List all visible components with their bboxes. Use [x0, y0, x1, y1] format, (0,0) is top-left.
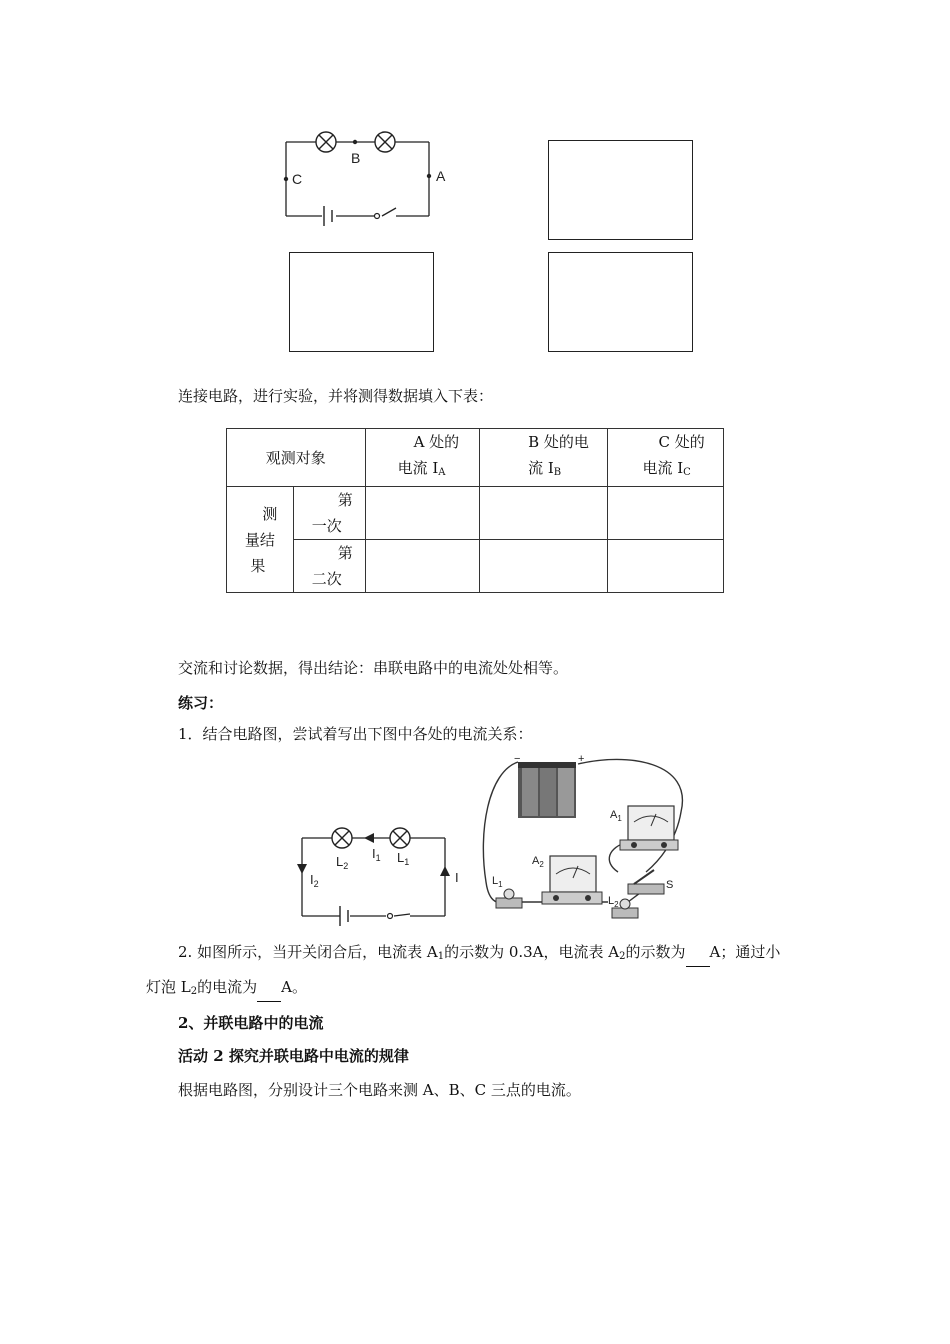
lamp-icon — [332, 828, 352, 848]
answer-blank-2[interactable] — [257, 985, 281, 1002]
cell-2-c[interactable] — [608, 540, 724, 593]
cell-1-a[interactable] — [365, 487, 480, 540]
section-2-heading: 2、并联电路中的电流 — [178, 1014, 324, 1032]
answer-blank-1[interactable] — [686, 950, 710, 967]
cell-2-a[interactable] — [365, 540, 480, 593]
lamp-icon — [375, 132, 395, 152]
current-i-label: I — [455, 870, 459, 885]
activity-2-heading: 活动 2 探究并联电路中电流的规律 — [178, 1047, 409, 1065]
row-label-2: 第 二次 — [293, 540, 365, 593]
battery-icon — [324, 206, 332, 226]
battery-icon — [340, 906, 348, 926]
switch-icon — [375, 214, 380, 219]
header-object: 观测对象 — [227, 429, 366, 487]
row-group-label: 测 量结 果 — [227, 487, 294, 593]
practice-heading: 练习： — [178, 694, 224, 712]
series-circuit-diagram-2 — [294, 818, 459, 922]
measurement-table — [226, 428, 724, 593]
svg-text:A2: $A_2$ — [532, 855, 544, 869]
drawing-box-2 — [289, 252, 434, 352]
svg-text:L1: $L_1$ — [397, 850, 410, 867]
svg-text:L2: $L_2$ — [608, 895, 619, 909]
cell-1-c[interactable] — [608, 487, 724, 540]
svg-text:I1: $I_1$ — [372, 846, 381, 863]
knife-switch-icon — [628, 870, 664, 894]
svg-text:L1: $L_1$ — [492, 875, 503, 889]
svg-text:I2: $I_2$ — [310, 872, 319, 889]
lamp-icon — [390, 828, 410, 848]
svg-text:−: − — [514, 753, 521, 765]
series-circuit-diagram — [278, 124, 453, 234]
point-b-label: B — [351, 150, 361, 166]
conclusion-text: 交流和讨论数据，得出结论：串联电路中的电流处处相等。 — [178, 659, 569, 677]
ammeter-icon — [542, 856, 602, 904]
switch-icon — [388, 914, 393, 919]
header-col-c: C 处的 电流 $I_C$ — [608, 429, 724, 487]
svg-text:L2: $L_2$ — [336, 854, 349, 871]
point-c-label: C — [292, 171, 303, 187]
svg-text:S: S — [666, 879, 674, 891]
arrow-down-icon — [297, 864, 307, 874]
cell-2-b[interactable] — [480, 540, 608, 593]
drawing-box-3 — [548, 252, 693, 352]
ammeter-icon — [620, 806, 678, 850]
question-2-line-1: 2. 如图所示，当开关闭合后，电流表 $A_1$的示数为 0.3A，电流表 $A_2$的示数为 A；通过小 — [178, 942, 780, 967]
lamp-icon — [316, 132, 336, 152]
instruction-text: 连接电路，进行实验，并将测得数据填入下表： — [178, 387, 494, 405]
arrow-up-icon — [440, 866, 450, 876]
svg-text:A1: $A_1$ — [610, 809, 622, 823]
header-col-b: B 处的电 流 $I_B$ — [480, 429, 608, 487]
arrow-left-icon — [364, 833, 374, 843]
lamp-holder-icon — [496, 889, 522, 908]
circuit-photo-illustration — [478, 752, 688, 922]
svg-text:+: + — [578, 753, 585, 765]
question-2-line-2: 灯泡 $L_2$的电流为 A。 — [146, 977, 307, 1002]
point-a-label: A — [436, 168, 446, 184]
drawing-box-1 — [548, 140, 693, 240]
activity-2-text: 根据电路图，分别设计三个电路来测 A、B、C 三点的电流。 — [178, 1081, 581, 1099]
header-col-a: A 处的 电流 $I_A$ — [365, 429, 480, 487]
battery-pack-icon — [518, 762, 576, 818]
cell-1-b[interactable] — [480, 487, 608, 540]
question-1: 1．结合电路图，尝试着写出下图中各处的电流关系： — [178, 725, 533, 743]
row-label-1: 第 一次 — [293, 487, 365, 540]
